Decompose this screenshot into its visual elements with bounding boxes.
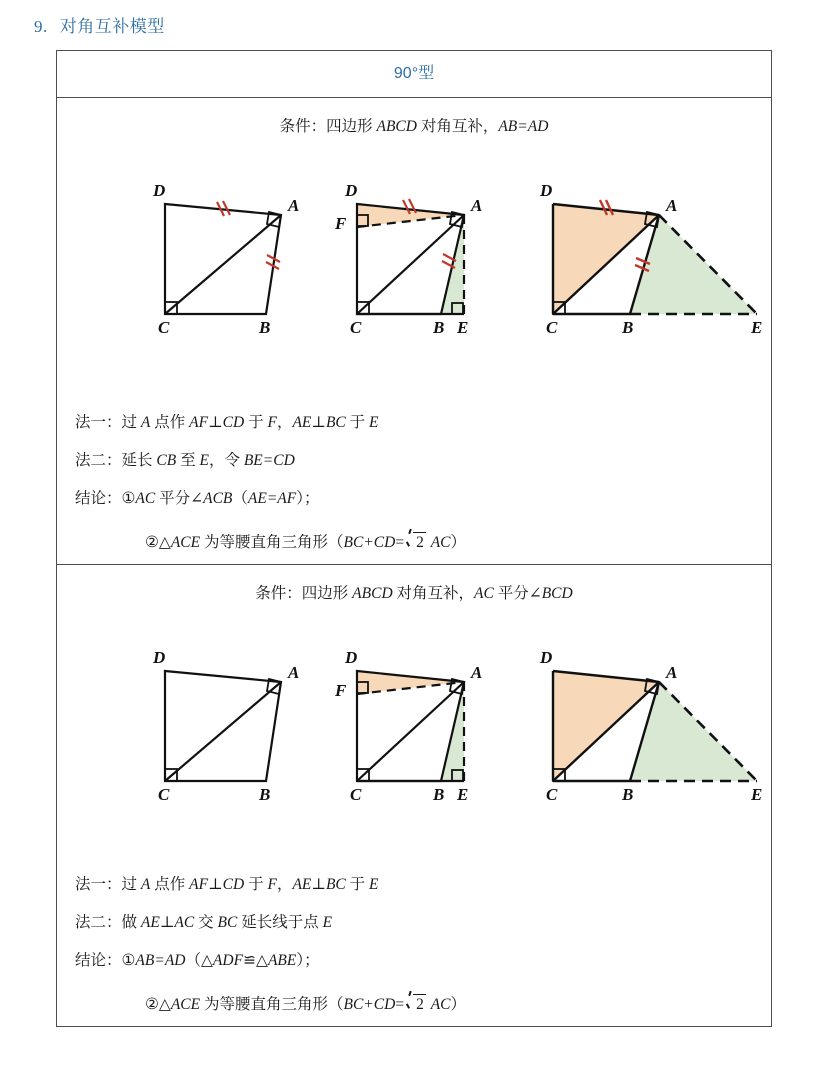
- figure-1c-triangle-ace: [512, 142, 782, 337]
- figure-2a-quadrilateral-abcd: [131, 609, 321, 804]
- method-1-line: [75, 410, 757, 432]
- vertex-label-b: B: [622, 785, 634, 804]
- figure-2b-perpendiculars: [329, 609, 509, 804]
- vertex-label-d: D: [153, 181, 166, 200]
- conclusion-label: 结论：: [75, 952, 122, 969]
- vertex-label-c: C: [350, 318, 362, 337]
- page-title-text: 对角互补模型: [59, 17, 165, 36]
- condition-text: 四边形 ABCD 对角互补，AC 平分∠BCD: [301, 585, 573, 602]
- method-1-label: 法一：: [75, 414, 122, 431]
- vertex-label-b: B: [433, 785, 445, 804]
- statements-2: [75, 872, 757, 1030]
- conclusion-2-text: ②△ACE 为等腰直角三角形（BC+CD= 2 AC）: [145, 996, 467, 1013]
- figure-2c-triangle-ace: [512, 609, 782, 804]
- method-1-line: [75, 872, 757, 894]
- vertex-label-a: A: [288, 663, 300, 682]
- method-2-line: [75, 448, 757, 470]
- figure-strip-1: [57, 142, 771, 342]
- conclusion-2-line: [75, 992, 757, 1014]
- page-title-number: 9.: [34, 17, 48, 36]
- condition-line-1: [57, 98, 771, 136]
- method-1-text: 过 A 点作 AF⊥CD 于 F，AE⊥BC 于 E: [121, 414, 379, 431]
- figure-strip-2: [57, 609, 771, 809]
- figure-1b-perpendiculars: [329, 142, 509, 337]
- vertex-label-c: C: [158, 785, 170, 804]
- vertex-label-d: D: [345, 648, 358, 667]
- vertex-label-c: C: [546, 318, 558, 337]
- conclusion-label: 结论：: [75, 490, 122, 507]
- vertex-label-e: E: [751, 318, 763, 337]
- method-1-label: 法一：: [75, 876, 122, 893]
- vertex-label-a: A: [471, 663, 483, 682]
- condition-prefix: 条件：: [279, 118, 327, 135]
- vertex-label-c: C: [546, 785, 558, 804]
- case-row-2: [57, 564, 771, 1026]
- case-row-1: [57, 97, 771, 564]
- page-title: [34, 12, 165, 37]
- method-2-label: 法二：: [75, 914, 122, 931]
- conclusion-1-text: ①AC 平分∠ACB（AE=AF）；: [121, 490, 320, 507]
- condition-prefix: 条件：: [255, 585, 302, 602]
- vertex-label-a: A: [666, 196, 678, 215]
- vertex-label-e: E: [457, 318, 469, 337]
- vertex-label-a: A: [288, 196, 300, 215]
- table-header-row: [57, 51, 771, 97]
- conclusion-1-line: [75, 948, 757, 970]
- vertex-label-d: D: [153, 648, 166, 667]
- figure-1a-quadrilateral-abcd: [131, 142, 321, 337]
- method-2-text: 做 AE⊥AC 交 BC 延长线于点 E: [121, 914, 333, 931]
- conclusion-2-text: ②△ACE 为等腰直角三角形（BC+CD= 2 AC）: [145, 534, 467, 551]
- vertex-label-a: A: [471, 196, 483, 215]
- vertex-label-d: D: [540, 648, 553, 667]
- method-2-text: 延长 CB 至 E，令 BE=CD: [121, 452, 295, 469]
- method-2-line: [75, 910, 757, 932]
- method-1-text: 过 A 点作 AF⊥CD 于 F，AE⊥BC 于 E: [121, 876, 379, 893]
- condition-text: 四边形 ABCD 对角互补，AB=AD: [326, 118, 549, 135]
- condition-line-2: [57, 565, 771, 603]
- vertex-label-d: D: [540, 181, 553, 200]
- vertex-label-b: B: [259, 785, 271, 804]
- model-type-title: 90°型: [393, 65, 435, 82]
- conclusion-2-line: [75, 530, 757, 552]
- vertex-label-e: E: [457, 785, 469, 804]
- conclusion-1-line: [75, 486, 757, 508]
- vertex-label-b: B: [433, 318, 445, 337]
- statements-1: [75, 410, 757, 568]
- vertex-label-a: A: [666, 663, 678, 682]
- vertex-label-f: F: [335, 681, 347, 700]
- conclusion-1-text: ①AB=AD（△ADF≌△ABE）；: [121, 952, 320, 969]
- vertex-label-f: F: [335, 214, 347, 233]
- vertex-label-b: B: [622, 318, 634, 337]
- model-table: [56, 50, 772, 1027]
- vertex-label-c: C: [350, 785, 362, 804]
- vertex-label-d: D: [345, 181, 358, 200]
- vertex-label-c: C: [158, 318, 170, 337]
- vertex-label-b: B: [259, 318, 271, 337]
- method-2-label: 法二：: [75, 452, 122, 469]
- vertex-label-e: E: [751, 785, 763, 804]
